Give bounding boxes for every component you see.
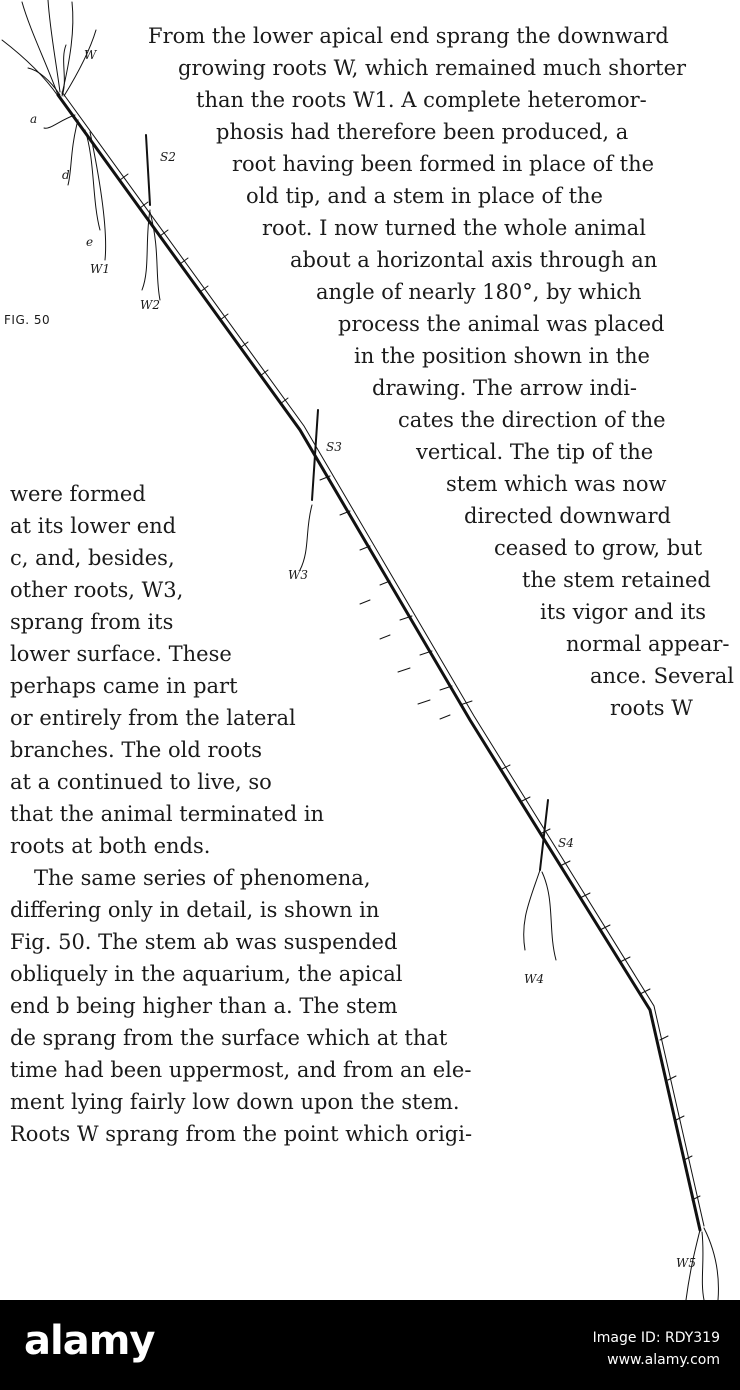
text-line: differing only in detail, is shown in bbox=[10, 898, 380, 922]
label-w: W bbox=[84, 48, 97, 62]
text-line: de sprang from the surface which at that bbox=[10, 1026, 448, 1050]
text-line: than the roots W1. A complete heteromor- bbox=[196, 88, 647, 112]
text-line: roots at both ends. bbox=[10, 834, 211, 858]
text-line: sprang from its bbox=[10, 610, 174, 634]
text-line: were formed bbox=[10, 482, 146, 506]
text-line: The same series of phenomena, bbox=[34, 866, 371, 890]
text-line: branches. The old roots bbox=[10, 738, 263, 762]
text-line: stem which was now bbox=[446, 472, 667, 496]
label-w2: W2 bbox=[140, 298, 160, 312]
text-line: c, and, besides, bbox=[10, 546, 175, 570]
site-url-label: www.alamy.com bbox=[607, 1352, 720, 1368]
text-line: directed downward bbox=[464, 504, 671, 528]
text-line: From the lower apical end sprang the downward bbox=[148, 24, 669, 48]
label-s3: S3 bbox=[326, 440, 342, 454]
text-line: lower surface. These bbox=[10, 642, 232, 666]
text-line: that the animal terminated in bbox=[10, 802, 325, 826]
text-line: obliquely in the aquarium, the apical bbox=[10, 962, 403, 986]
text-line: ment lying fairly low down upon the stem. bbox=[10, 1090, 460, 1114]
text-line: at a continued to live, so bbox=[10, 770, 272, 794]
label-s4: S4 bbox=[558, 836, 574, 850]
label-d: d bbox=[62, 168, 70, 182]
text-line: Roots W sprang from the point which origi- bbox=[10, 1122, 473, 1146]
text-line: vertical. The tip of the bbox=[416, 440, 654, 464]
text-line: root. I now turned the whole animal bbox=[262, 216, 646, 240]
label-e: e bbox=[86, 235, 94, 249]
text-line: process the animal was placed bbox=[338, 312, 665, 336]
image-id-label: Image ID: RDY319 bbox=[592, 1330, 720, 1346]
text-line: at its lower end bbox=[10, 514, 177, 538]
text-line: the stem retained bbox=[522, 568, 711, 592]
text-line: cates the direction of the bbox=[398, 408, 666, 432]
label-a: a bbox=[30, 112, 38, 126]
brand-logo: alamy bbox=[24, 1318, 155, 1364]
label-s2: S2 bbox=[160, 150, 176, 164]
text-line: in the position shown in the bbox=[354, 344, 650, 368]
figure-caption: FIG. 50 bbox=[4, 313, 51, 327]
text-line: root having been formed in place of the bbox=[232, 152, 655, 176]
label-w5: W5 bbox=[676, 1256, 696, 1270]
label-w4: W4 bbox=[524, 972, 544, 986]
text-line: Fig. 50. The stem ab was suspended bbox=[10, 930, 398, 954]
text-line: drawing. The arrow indi- bbox=[372, 376, 638, 400]
text-line: normal appear- bbox=[566, 632, 730, 656]
text-line: perhaps came in part bbox=[10, 674, 238, 698]
text-line: old tip, and a stem in place of the bbox=[246, 184, 603, 208]
text-line: angle of nearly 180°, by which bbox=[316, 280, 642, 304]
text-line: other roots, W3, bbox=[10, 578, 184, 602]
label-w1: W1 bbox=[90, 262, 110, 276]
text-line: ceased to grow, but bbox=[494, 536, 703, 560]
text-line: its vigor and its bbox=[540, 600, 707, 624]
label-w3: W3 bbox=[288, 568, 308, 582]
text-line: roots W bbox=[610, 696, 693, 720]
watermark-footer bbox=[0, 1300, 740, 1390]
text-line: end b being higher than a. The stem bbox=[10, 994, 398, 1018]
text-line: ance. Several bbox=[590, 664, 734, 688]
text-line: phosis had therefore been produced, a bbox=[216, 120, 629, 144]
text-line: time had been uppermost, and from an ele- bbox=[10, 1058, 472, 1082]
text-line: or entirely from the lateral bbox=[10, 706, 296, 730]
text-line: about a horizontal axis through an bbox=[290, 248, 658, 272]
text-line: growing roots W, which remained much shorter bbox=[178, 56, 687, 80]
